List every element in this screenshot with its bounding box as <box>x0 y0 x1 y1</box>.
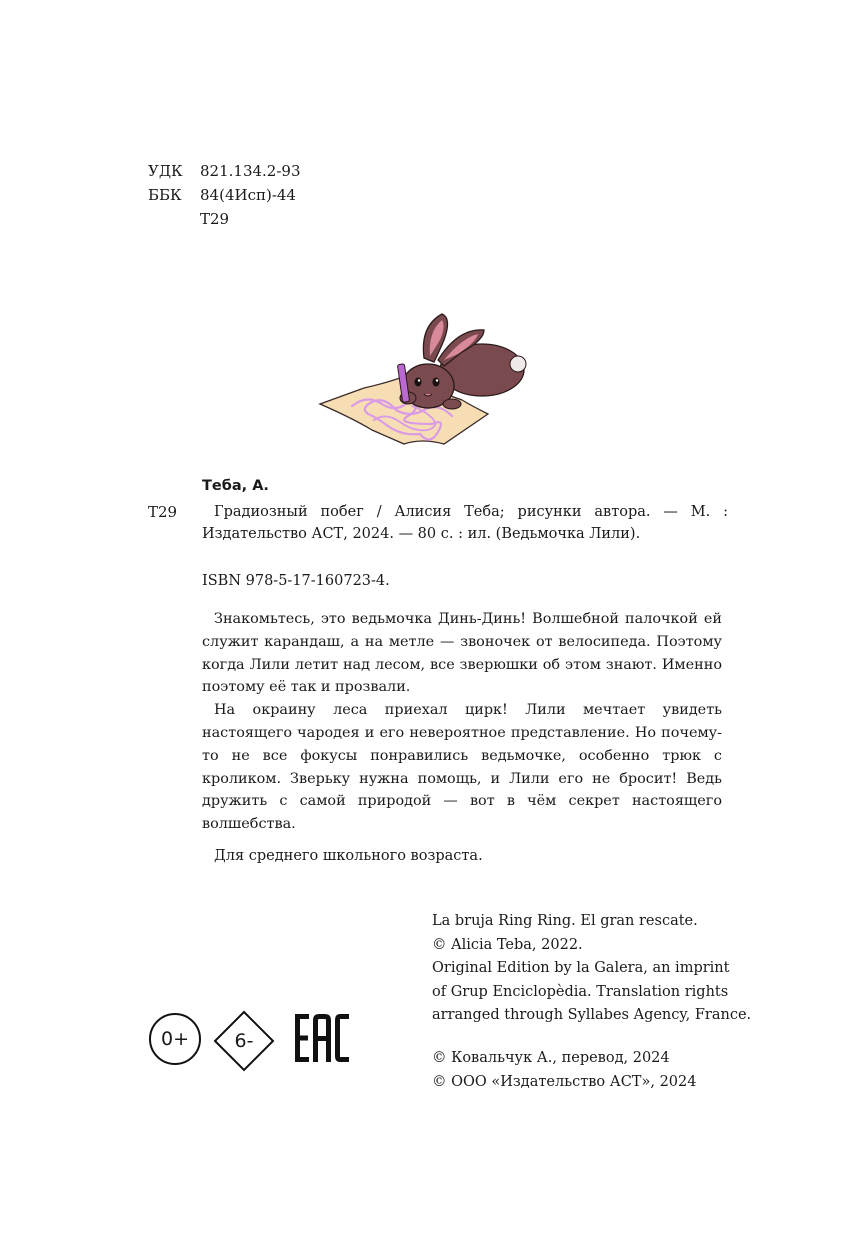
rabbit-icon <box>312 306 534 458</box>
annotation <box>202 608 722 836</box>
bibliographic-entry: Градиозный побег / Алисия Теба; рисунки автора. — М. : Издательство АСТ, 2024. — 80 с. : ил. (Ведьмочка Лили). <box>202 504 728 542</box>
age-rating-circle <box>149 1013 201 1065</box>
isbn: ISBN 978-5-17-160723-4. <box>202 573 390 589</box>
author-sign-value: Т29 <box>200 210 230 228</box>
copyright-line: © ООО «Издательство АСТ», 2024 <box>432 1073 697 1090</box>
rights-line: La bruja Ring Ring. El gran rescate. <box>432 913 698 929</box>
bbk-value: 84(4Исп)-44 <box>200 186 296 204</box>
udk-label: УДК <box>148 162 183 180</box>
bbk-row <box>148 184 296 206</box>
audience-note: Для среднего школьного возраста. <box>214 848 483 864</box>
annotation-paragraph: На окраину леса приехал цирк! Лили мечтает увидеть настоящего чародея и его невероятное представление. Но почему-то не все фокусы понравились ведьмочке, особенно трюк с кроликом. Зверьку нужна помощь, и Лили его не бросит! Ведь дружить с самой природой — вот в чём секрет настоящего волшебства. <box>202 702 722 833</box>
rights-line: © Alicia Teba, 2022. <box>432 936 583 953</box>
udk-value: 821.134.2-93 <box>200 162 301 180</box>
author-sign-row <box>148 208 229 230</box>
rabbit-drawing-illustration <box>312 306 534 458</box>
rights-line: Original Edition by la Galera, an imprint <box>432 960 730 976</box>
rights-line: arranged through Syllabes Agency, France. <box>432 1007 752 1023</box>
age-rating-diamond-text: 6- <box>234 1030 254 1052</box>
age-rating-diamond <box>213 1010 275 1072</box>
eac-mark <box>295 1014 349 1062</box>
udk-row <box>148 160 301 182</box>
age-rating-circle-text: 0+ <box>160 1028 189 1050</box>
bbk-label: ББК <box>148 186 182 204</box>
copyright-line: © Ковальчук А., перевод, 2024 <box>432 1050 670 1066</box>
original-rights <box>432 910 752 1028</box>
author-code: Т29 <box>148 503 178 521</box>
author-heading: Теба, А. <box>202 478 269 494</box>
rights-line: of Grup Enciclopèdia. Translation rights <box>432 983 729 1000</box>
eac-certification-icon <box>295 1014 349 1062</box>
annotation-paragraph: Знакомьтесь, это ведьмочка Динь-Динь! Волшебной палочкой ей служит карандаш, а на метле — звоночек от велосипеда. Поэтому когда Лили летит над лесом, все зверюшки об этом знают. Именно поэтому её так и прозвали. <box>202 611 722 696</box>
copyright-block <box>432 1047 728 1094</box>
